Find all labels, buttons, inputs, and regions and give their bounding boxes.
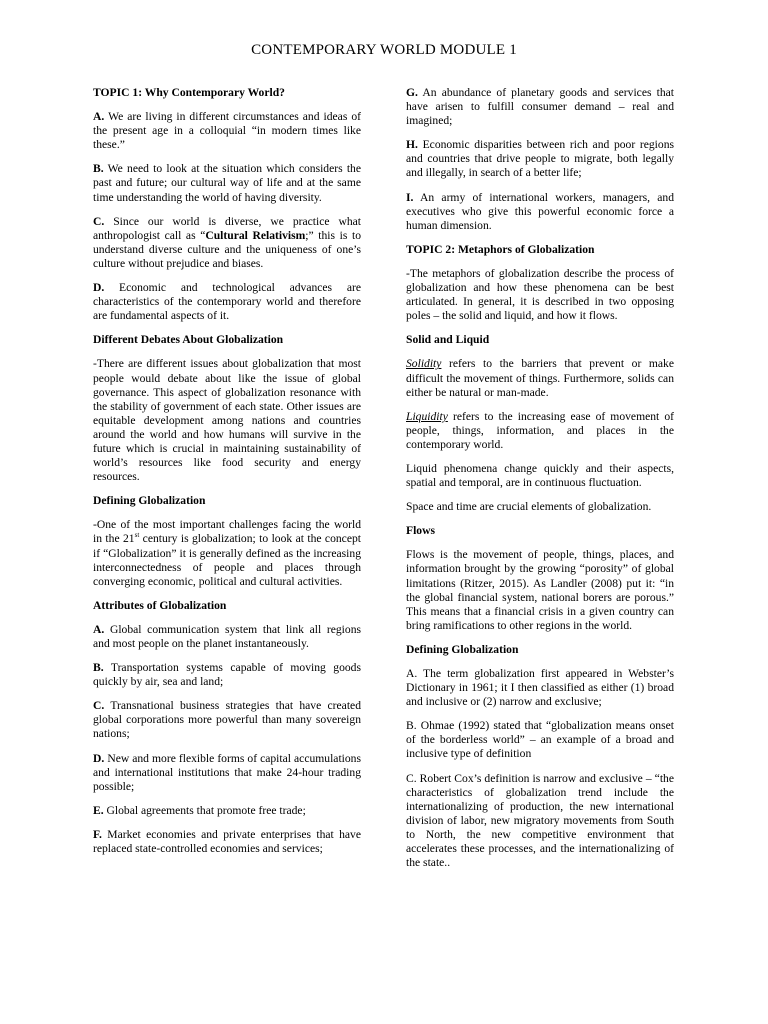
topic1-heading: TOPIC 1: Why Contemporary World? bbox=[93, 86, 285, 99]
attribute-b-text: Transportation systems capable of moving goods quickly by air, sea and land; bbox=[93, 661, 361, 689]
attribute-f bbox=[93, 828, 361, 856]
attribute-d-text: New and more flexible forms of capital accumulations and international institutions that make 24-hour trading possible; bbox=[93, 751, 361, 793]
paragraph-c-text-start: Since our world is diverse, we practice what anthropologist call as “ bbox=[93, 214, 361, 242]
defining-globalization-heading-2: Defining Globalization bbox=[406, 642, 519, 656]
attributes-heading: Attributes of Globalization bbox=[93, 598, 227, 612]
attribute-h-text: Economic disparities between rich and poor regions and countries that drive people to migrate, both legally and illegally, in search of a better life; bbox=[406, 138, 674, 180]
ordinal-suffix: st bbox=[134, 531, 140, 540]
attribute-b bbox=[93, 661, 361, 689]
attribute-e bbox=[93, 804, 361, 818]
paragraph-d bbox=[93, 281, 361, 323]
defining-paragraph bbox=[93, 518, 361, 588]
debates-paragraph: -There are different issues about globalization that most people would debate about like the issue of global governance. This aspect of globalization resonance with the stability of government of each state. Other issues are equitable development among nations and countries around the world and how humans will survive in the future which is crucial in maintaining sustainability of world’s resources like food security and energy resources. bbox=[93, 357, 361, 484]
attribute-g bbox=[406, 86, 674, 128]
page-title: CONTEMPORARY WORLD MODULE 1 bbox=[251, 42, 517, 58]
paragraph-a-text: We are living in different circumstances and ideas of the present age in a colloquial “in modern times like these.” bbox=[93, 110, 361, 152]
attribute-f-label: F. bbox=[93, 827, 102, 841]
definition-a-paragraph: A. The term globalization first appeared in Webster’s Dictionary in 1961; it I then classified as either (1) broad and inclusive or (2) narrow and exclusive; bbox=[406, 667, 674, 709]
attribute-f-text: Market economies and private enterprises that have replaced state-controlled economies and services; bbox=[93, 827, 361, 856]
topic2-paragraph: -The metaphors of globalization describe the process of globalization and how these phenomena can be best articulated. In general, it is described in two opposing poles – the solid and liquid, and how it flows. bbox=[406, 266, 674, 323]
topic2-heading: TOPIC 2: Metaphors of Globalization bbox=[406, 242, 595, 256]
paragraph-d-text: Economic and technological advances are characteristics of the contemporary world and therefore are fundamental aspects of it. bbox=[93, 281, 361, 323]
liquid-phenomena-paragraph: Liquid phenomena change quickly and their aspects, spatial and temporal, are in continuous fluctuation. bbox=[406, 461, 674, 490]
paragraph-b-label: B. bbox=[93, 162, 104, 176]
solidity-text: refers to the barriers that prevent or make difficult the movement of things. Furthermore, solids can either be natural or man-made. bbox=[406, 357, 674, 399]
solid-liquid-heading: Solid and Liquid bbox=[406, 333, 490, 347]
paragraph-b-text: We need to look at the situation which considers the past and future; our cultural way of life and at the same time understanding the world of having diversity. bbox=[93, 162, 361, 204]
attribute-c bbox=[93, 699, 361, 741]
flows-paragraph: Flows is the movement of people, things, places, and information brought by the growing “porosity” of global limitations (Ritzer, 2015). As Landler (2008) put it: “in the global financial system, national borers are porous.” This means that a financial crisis in a given country can bring ramifications to other regions in the world. bbox=[406, 548, 674, 632]
flows-heading: Flows bbox=[406, 524, 435, 538]
attribute-i bbox=[406, 191, 674, 233]
paragraph-a-label: A. bbox=[93, 110, 105, 124]
defining-text-end: century is globalization; to look at the concept if “Globalization” it is generally defined as the increasing interconnectedness of people and places through converging economic, political and cultural activities. bbox=[93, 532, 361, 588]
cultural-relativism-term: Cultural Relativism bbox=[205, 228, 306, 242]
attribute-b-label: B. bbox=[93, 661, 104, 675]
left-column bbox=[93, 86, 361, 866]
defining-text-start: -One of the most important challenges facing the world in the 21 bbox=[93, 518, 361, 546]
definition-b-paragraph: B. Ohmae (1992) stated that “globalization means onset of the borderless world” – an example of a broad and inclusive type of definition bbox=[406, 719, 674, 761]
paragraph-b bbox=[93, 162, 361, 204]
attribute-i-text: An army of international workers, managers, and executives who give this powerful economic force a human dimension. bbox=[406, 190, 674, 232]
liquidity-paragraph bbox=[406, 410, 674, 452]
paragraph-c-text-end: ;” this is to understand diverse culture and the uniqueness of one’s culture without prejudice and biases. bbox=[93, 228, 361, 270]
solidity-term: Solidity bbox=[406, 357, 442, 371]
attribute-e-text: Global agreements that promote free trade; bbox=[103, 803, 306, 817]
right-column bbox=[406, 86, 674, 880]
paragraph-d-label: D. bbox=[93, 281, 105, 295]
attribute-h bbox=[406, 138, 674, 180]
paragraph-a bbox=[93, 110, 361, 152]
space-time-paragraph: Space and time are crucial elements of globalization. bbox=[406, 500, 652, 514]
attribute-i-label: I. bbox=[406, 190, 414, 204]
liquidity-text: refers to the increasing ease of movement of people, things, information, and places in the contemporary world. bbox=[406, 409, 674, 451]
attribute-c-label: C. bbox=[93, 699, 105, 713]
attribute-d bbox=[93, 752, 361, 794]
attribute-g-text: An abundance of planetary goods and services that have arisen to fulfill consumer demand – real and imagined; bbox=[406, 86, 674, 128]
paragraph-c bbox=[93, 215, 361, 271]
attribute-a-text: Global communication system that link all regions and most people on the planet instantaneously. bbox=[93, 622, 361, 650]
attribute-h-label: H. bbox=[406, 138, 418, 152]
debates-heading: Different Debates About Globalization bbox=[93, 333, 284, 347]
solidity-paragraph bbox=[406, 357, 674, 399]
paragraph-c-label: C. bbox=[93, 214, 105, 228]
attribute-g-label: G. bbox=[406, 86, 418, 99]
attribute-a-label: A. bbox=[93, 622, 105, 636]
attribute-d-label: D. bbox=[93, 751, 105, 765]
definition-c-paragraph: C. Robert Cox’s definition is narrow and exclusive – “the characteristics of globalization trend include the internationalizing of production, the new international division of labor, new migratory movements from South to North, the new competitive environment that accelerates these processes, and the internationalizing of the state.. bbox=[406, 771, 674, 870]
attribute-a bbox=[93, 623, 361, 651]
defining-globalization-heading: Defining Globalization bbox=[93, 494, 206, 508]
liquidity-term: Liquidity bbox=[406, 409, 448, 423]
attribute-e-label: E. bbox=[93, 803, 104, 817]
attribute-c-text: Transnational business strategies that have created global corporations more powerful than many sovereign nations; bbox=[93, 699, 361, 741]
